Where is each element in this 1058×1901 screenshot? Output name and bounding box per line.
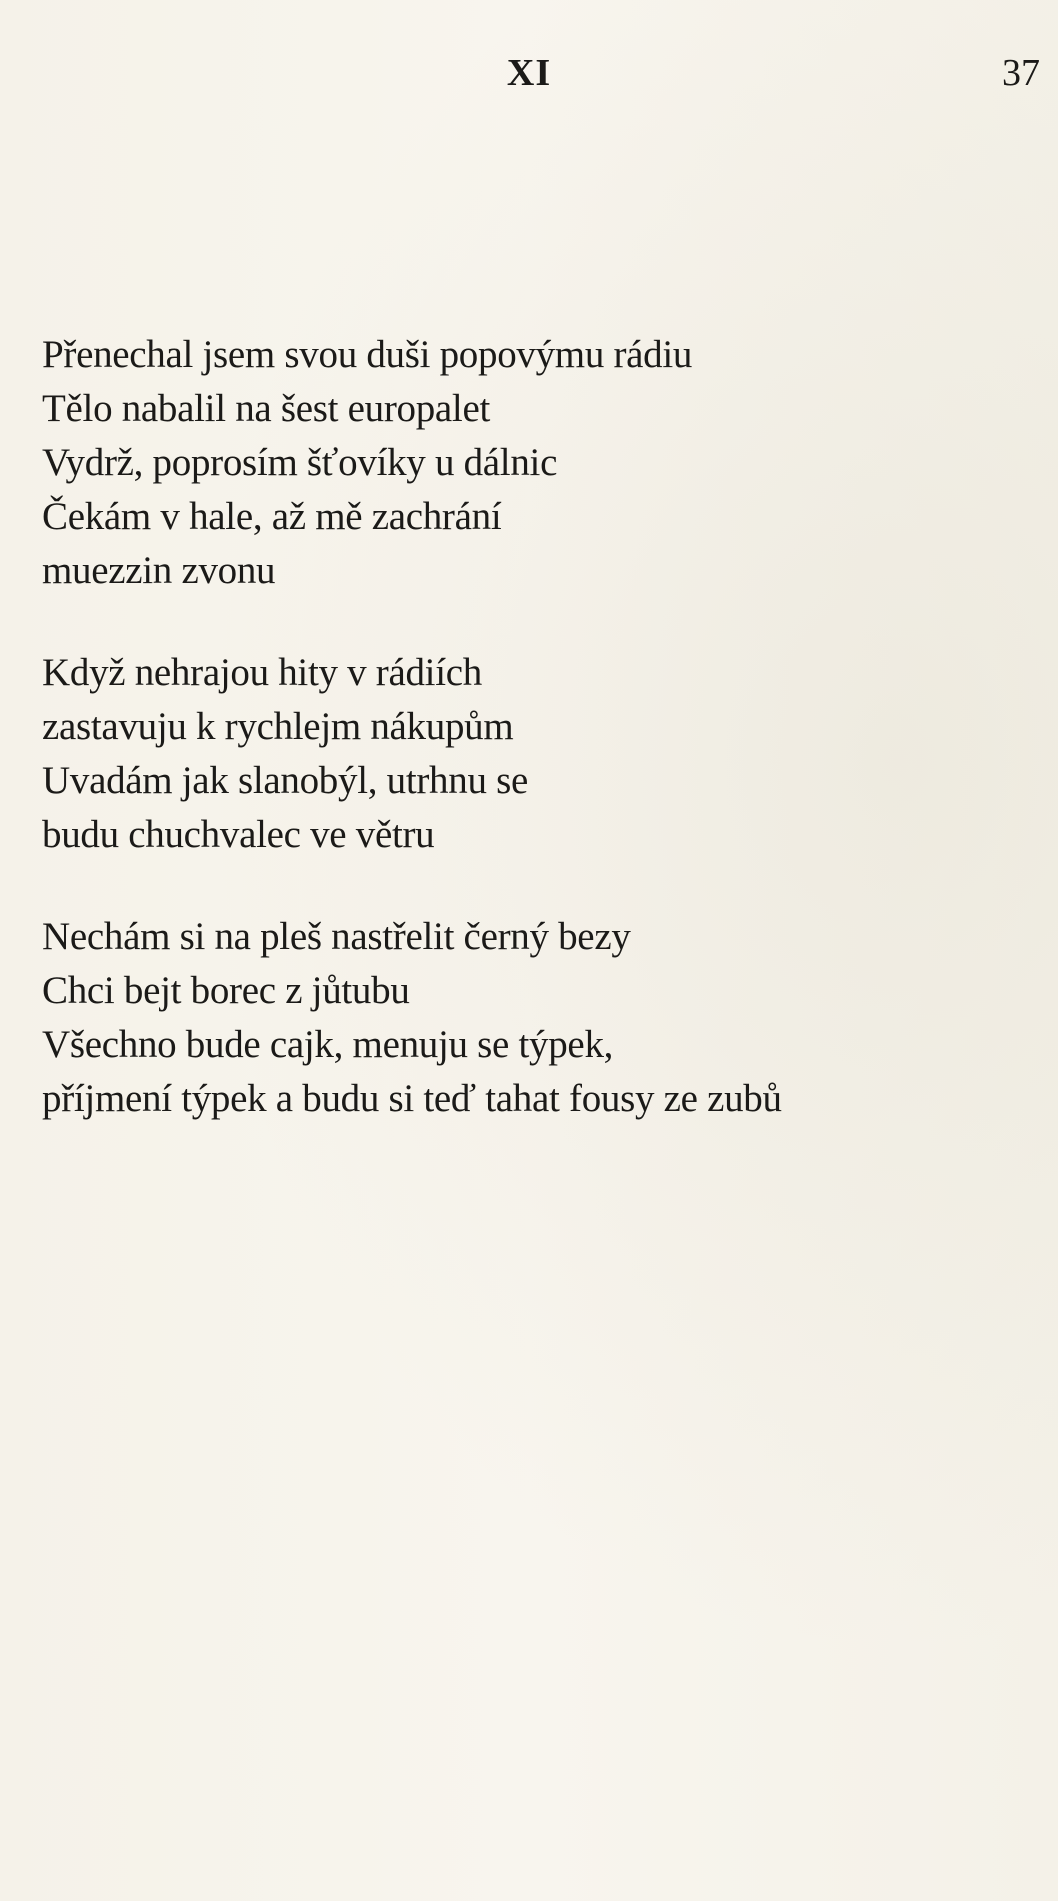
poem xyxy=(42,328,1022,1174)
poem-line: Nechám si na pleš nastřelit černý bezy xyxy=(42,915,631,958)
poem-line: Čekám v hale, až mě zachrání xyxy=(42,495,502,538)
stanza-3 xyxy=(42,910,1022,1126)
poem-line: příjmení týpek a budu si teď tahat fousy ze zubů xyxy=(42,1077,782,1120)
poem-line: Když nehrajou hity v rádiích xyxy=(42,651,482,694)
poem-line: muezzin zvonu xyxy=(42,549,276,592)
poem-line: Uvadám jak slanobýl, utrhnu se xyxy=(42,759,528,802)
poem-line: Chci bejt borec z jůtubu xyxy=(42,969,410,1012)
chapter-title: XI xyxy=(506,52,552,94)
poem-line: Všechno bude cajk, menuju se týpek, xyxy=(42,1023,614,1066)
poem-line: Přenechal jsem svou duši popovýmu rádiu xyxy=(42,333,693,376)
poem-line: zastavuju k rychlejm nákupům xyxy=(42,705,514,748)
page-number: 37 xyxy=(1002,52,1040,94)
poem-line: Tělo nabalil na šest europalet xyxy=(42,387,490,430)
poem-line: budu chuchvalec ve větru xyxy=(42,813,435,856)
poem-line: Vydrž, poprosím šťovíky u dálnic xyxy=(42,441,558,484)
stanza-2 xyxy=(42,646,1022,862)
stanza-1 xyxy=(42,328,1022,598)
